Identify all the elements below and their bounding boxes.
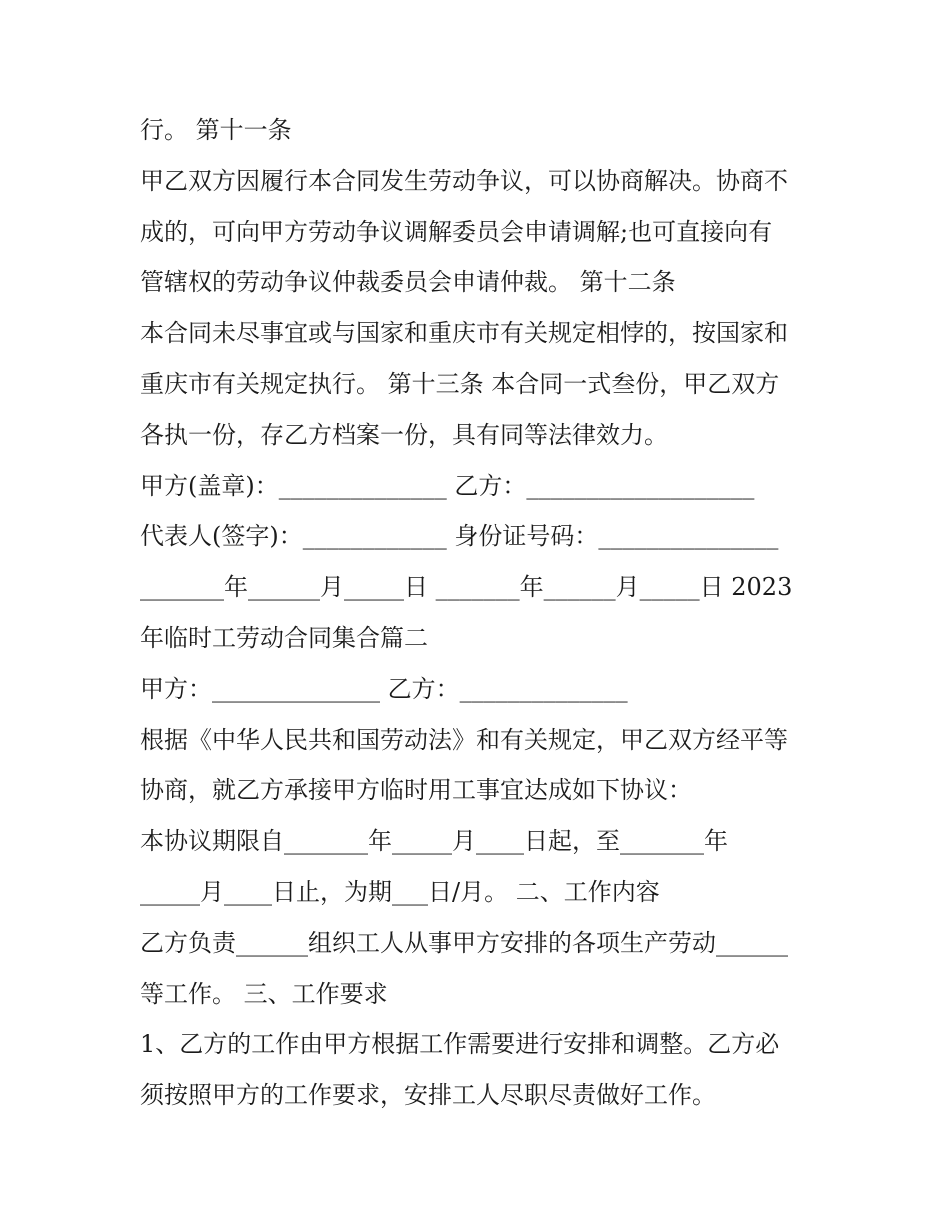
- signature-line-party-a-b: 甲方(盖章)：______________ 乙方：___________________: [140, 471, 755, 500]
- text-line: 协商，就乙方承接甲方临时用工事宜达成如下协议：: [140, 776, 692, 805]
- text-line: 等工作。 三、工作要求: [140, 979, 388, 1008]
- text-line: 须按照甲方的工作要求，安排工人尽职尽责做好工作。: [140, 1081, 716, 1110]
- text-line: 各执一份，存乙方档案一份，具有同等法律效力。: [140, 420, 668, 449]
- text-line: 1、乙方的工作由甲方根据工作需要进行安排和调整。乙方必: [140, 1030, 780, 1059]
- text-line: 根据《中华人民共和国劳动法》和有关规定，甲乙双方经平等: [140, 725, 788, 754]
- text-line: 甲乙双方因履行本合同发生劳动争议，可以协商解决。协商不: [140, 166, 788, 195]
- text-line: 本合同未尽事宜或与国家和重庆市有关规定相悖的，按国家和: [140, 319, 788, 348]
- section-title: 年临时工劳动合同集合篇二: [140, 623, 428, 652]
- term-line: 本协议期限自_______年_____月____日起，至_______年: [140, 827, 728, 856]
- contract-text: [140, 105, 830, 1121]
- text-line: 重庆市有关规定执行。 第十三条 本合同一式叁份，甲乙双方: [140, 369, 780, 398]
- term-line: _____月____日止，为期___日/月。 二、工作内容: [140, 877, 660, 906]
- text-line: 管辖权的劳动争议仲裁委员会申请仲裁。 第十二条: [140, 268, 676, 297]
- text-line: 乙方负责______组织工人从事甲方安排的各项生产劳动______: [140, 928, 788, 957]
- date-line: _______年______月_____日 _______年______月_____日 2023: [140, 573, 793, 602]
- text-line: 成的，可向甲方劳动争议调解委员会申请调解;也可直接向有: [140, 217, 773, 246]
- text-line: 行。 第十一条: [140, 116, 292, 144]
- signature-line-representative-id: 代表人(签字)：____________ 身份证号码：_______________: [140, 522, 779, 551]
- parties-line: 甲方：______________ 乙方：______________: [140, 674, 628, 703]
